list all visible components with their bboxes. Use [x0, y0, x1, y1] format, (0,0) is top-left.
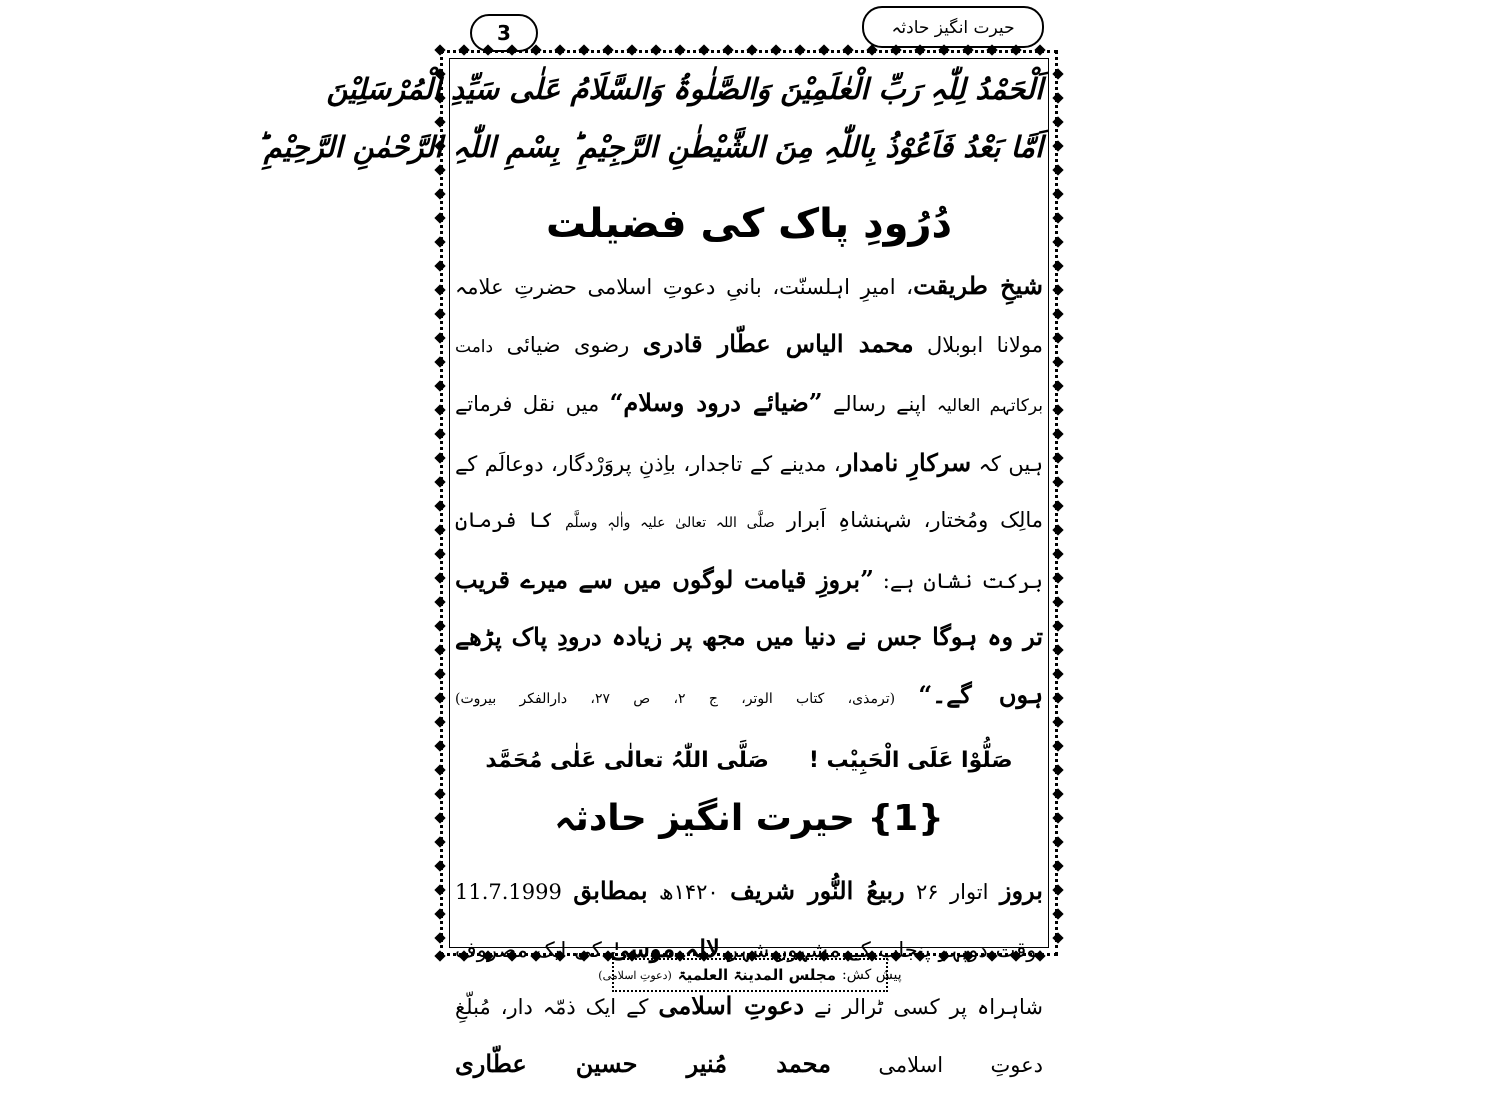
title-sheikh: شیخِ طریقت [913, 271, 1043, 300]
footer-publisher [598, 958, 902, 992]
section-heading-incident: {1} حیرت انگیز حادثہ [554, 798, 944, 839]
running-title: حیرت انگیز حادثہ [862, 6, 1044, 48]
text-segment: کا فرمانِ برکت نشان ہے: [455, 508, 1043, 593]
citation: (ترمذی، کتاب الوتر، ج ۲، ص ۲۷، دارالفکر بیروت) [455, 690, 919, 707]
page-content [254, 60, 1044, 1093]
text-bold: بروز [999, 876, 1043, 905]
book-title: ”ضیائے درود وسلام“ [609, 388, 823, 417]
footer-sub: (دعوتِ اسلامی) [598, 968, 672, 982]
salutation: صلَّی اللہ تعالیٰ علیہ واٰلہٖ وسلَّم [565, 515, 775, 531]
hijri-year: ۱۴۲۰ھ [647, 880, 731, 904]
salawat-left: صَلَّی اللّٰہُ تعالٰی عَلٰی مُحَمَّد [485, 748, 769, 773]
salawat-right: صَلُّوْا عَلَی الْحَبِیْب ! [808, 748, 1013, 773]
text-segment: کے ایک ذمّہ دار، مُبلّغِ دعوتِ اسلامی [455, 995, 1043, 1077]
text-segment: میں نقل فرماتے ہیں کہ [455, 392, 1044, 476]
org-name: دعوتِ اسلامی [658, 991, 805, 1020]
city-name: لالہ موسیٰ [609, 933, 720, 963]
salawat-line [455, 733, 1043, 789]
text-bold: بمطابق [573, 876, 648, 905]
page-number: 3 [470, 14, 538, 52]
title-sarkar: سرکارِ نامدار [840, 447, 972, 477]
opening-line-2: اَمَّا بَعْدُ فَاَعُوْذُ بِاللّٰہِ مِنَ الشَّیْطٰنِ الرَّجِیْمِ ؕ بِسْمِ اللّٰہِ الرَّحْمٰنِ الرَّحِیْمِ ؕ [254, 130, 1043, 164]
hadith-quote: ”بروزِ قیامت لوگوں میں سے میرے قریب تر وہ ہوگا جس نے دنیا میں مجھ پر زیادہ درودِ پاک پڑھے ہوں گے۔“ [455, 564, 1044, 709]
text-segment: بوقت دوپہر پنجاب کے مشہور شہر [719, 937, 1043, 962]
person-name: محمد مُنیر حسین عطّاری [455, 1048, 832, 1078]
month-name: ربیعُ النُّور شریف [730, 876, 905, 905]
text-segment: ، امیرِ اہلسنّت، بانیِ دعوتِ اسلامی حضرتِ علامہ مولانا ابوبلال [455, 275, 1044, 357]
gregorian-date: 11.7.1999 [455, 880, 562, 904]
text-segment: اپنے رسالے [822, 392, 937, 416]
honorific: دامت برکاتہم العالیہ [455, 336, 1044, 416]
section-heading-durood: دُرُودِ پاک کی فضیلت [545, 201, 953, 247]
author-name: محمد الیاس عطّار قادری [642, 328, 914, 358]
footer-org: مجلس المدینۃ العلمیۃ [677, 966, 837, 984]
opening-line-1: اَلْحَمْدُ لِلّٰہِ رَبِّ الْعٰلَمِیْنَ وَالصَّلٰوۃُ وَالسَّلَامُ عَلٰی سَیِّدِ الْمُرْسَلِیْنَ [326, 72, 1043, 106]
text-segment: ، مدینے کے تاجدار، باِذنِ پروَرْدگار، دوعالَم کے مالِک ومُختار، شہنشاہِ اَبرار [455, 451, 1044, 532]
durood-paragraph [455, 258, 1043, 727]
text-segment: اتوار ۲۶ [904, 880, 1000, 904]
text-segment: کی ایک مصروف شاہراہ پر کسی ٹرالر نے [455, 937, 1043, 1019]
footer-label: پیش کش: [842, 967, 902, 983]
text-segment: رضوی ضیائی [493, 332, 643, 357]
